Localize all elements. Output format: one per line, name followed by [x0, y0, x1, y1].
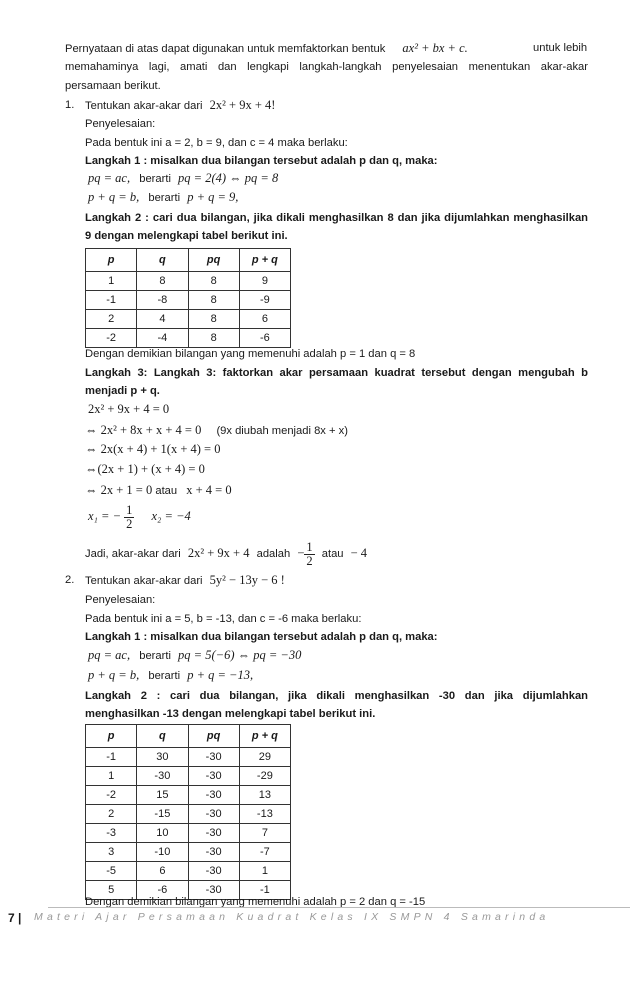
- table-cell: 8: [188, 329, 239, 348]
- problem-2-number: 2.: [65, 574, 75, 586]
- table-row: [86, 786, 291, 805]
- table-header-p-plus-q: p + q: [239, 249, 290, 272]
- problem-2-table: [85, 724, 291, 900]
- eq-p-plus-q-value: p + q = −13,: [187, 668, 254, 682]
- table-cell: 13: [239, 786, 290, 805]
- problem-1-step-3-b: menjadi p + q.: [85, 385, 160, 397]
- problem-2-task: [85, 572, 285, 589]
- table-cell: 1: [86, 767, 137, 786]
- table-cell: 1: [86, 272, 137, 291]
- table-cell: 8: [188, 272, 239, 291]
- table-cell: 5: [86, 881, 137, 900]
- final-numerator: 1: [306, 539, 313, 554]
- berarti-text: berarti: [148, 670, 181, 682]
- table-cell: 30: [137, 748, 188, 767]
- table-row: [86, 862, 291, 881]
- table-cell: -13: [239, 805, 290, 824]
- table-row: [86, 748, 291, 767]
- table-cell: -6: [137, 881, 188, 900]
- table-cell: 29: [239, 748, 290, 767]
- final-text-c: atau: [321, 548, 344, 560]
- eq-p-plus-q-b: p + q = b,: [88, 190, 140, 204]
- root-x2: x₂ = −4: [151, 509, 191, 523]
- table-row: [86, 329, 291, 348]
- problem-1-number: 1.: [65, 99, 75, 111]
- eq-pq-ac: pq = ac,: [88, 648, 131, 662]
- page-footer: [8, 907, 630, 931]
- table-cell: -6: [239, 329, 290, 348]
- problem-1-eq-sum: [88, 189, 238, 206]
- table-cell: -30: [188, 748, 239, 767]
- table-cell: -1: [86, 748, 137, 767]
- table-row: [86, 291, 291, 310]
- table-cell: 2: [86, 310, 137, 329]
- table-cell: -2: [86, 786, 137, 805]
- intro-text-a: Pernyataan di atas dapat digunakan untuk memfaktorkan bentuk: [65, 43, 386, 55]
- table-header-pq: pq: [188, 725, 239, 748]
- table-cell: 8: [137, 272, 188, 291]
- table-cell: -29: [239, 767, 290, 786]
- problem-1-conclusion: Dengan demikian bilangan yang memenuhi adalah p = 1 dan q = 8: [85, 348, 416, 360]
- table-cell: -30: [188, 862, 239, 881]
- table-cell: -10: [137, 843, 188, 862]
- final-fraction: [304, 541, 314, 568]
- table-cell: -30: [188, 843, 239, 862]
- intro-text-b: untuk lebih: [533, 42, 588, 54]
- problem-1-task: [85, 97, 275, 114]
- problem-2-step-2-a: Langkah 2 : cari dua bilangan, jika dikali menghasilkan -30 dan jika dijumlahkan: [85, 690, 588, 702]
- factor-eq-5a: ⇔ 2x + 1 = 0: [85, 483, 153, 497]
- problem-2-solution-label: Penyelesaian:: [85, 594, 156, 606]
- eq-pq-value: pq = 5(−6) ⇔ pq = −30: [178, 648, 302, 662]
- intro-formula: ax² + bx + c.: [402, 41, 468, 55]
- table-cell: -30: [188, 881, 239, 900]
- table-header-row: [86, 725, 291, 748]
- table-cell: 8: [188, 310, 239, 329]
- table-header-q: q: [137, 249, 188, 272]
- table-row: [86, 310, 291, 329]
- problem-1-task-text: Tentukan akar-akar dari: [85, 100, 203, 112]
- problem-1-task-eq: 2x² + 9x + 4!: [209, 98, 276, 112]
- table-row: [86, 843, 291, 862]
- intro-line-2: memahaminya lagi, amati dan lengkapi langkah-langkah penyelesaian menentukan akar-akar: [65, 61, 588, 73]
- table-cell: -3: [86, 824, 137, 843]
- table-cell: 10: [137, 824, 188, 843]
- intro-line-3: persamaan berikut.: [65, 80, 161, 92]
- factor-eq-1: 2x² + 9x + 4 = 0: [88, 402, 170, 416]
- table-header-p: p: [86, 725, 137, 748]
- problem-2-task-eq: 5y² − 13y − 6 !: [209, 573, 285, 587]
- table-cell: 6: [239, 310, 290, 329]
- table-cell: 3: [86, 843, 137, 862]
- problem-2-task-text: Tentukan akar-akar dari: [85, 575, 203, 587]
- factor-eq-2: ⇔ 2x² + 8x + x + 4 = 0: [85, 423, 202, 437]
- table-cell: -30: [188, 786, 239, 805]
- factor-eq-5-line: [85, 482, 232, 499]
- atau-text: atau: [155, 485, 178, 497]
- footer-divider: [48, 907, 630, 908]
- factor-eq-4: ⇔(2x + 1) + (x + 4) = 0: [85, 462, 205, 476]
- roots-line: [88, 498, 191, 535]
- problem-1-given: Pada bentuk ini a = 2, b = 9, dan c = 4 maka berlaku:: [85, 137, 348, 149]
- problem-2-eq-sum: [88, 667, 253, 684]
- eq-p-plus-q-value: p + q = 9,: [187, 190, 239, 204]
- berarti-text: berarti: [148, 192, 181, 204]
- table-cell: 1: [239, 862, 290, 881]
- problem-1-step-2-a: Langkah 2 : cari dua bilangan, jika dikali menghasilkan 8 dan jika dijumlahkan menghasilkan: [85, 212, 588, 224]
- table-header-p-plus-q: p + q: [239, 725, 290, 748]
- problem-1-final: Jadi, akar-akar dari 2x² + 9x + 4 adalah − $\frac{1}{2}$ atau − 4: [85, 539, 368, 568]
- factor-eq-2-note: (9x diubah menjadi 8x + x): [216, 425, 348, 437]
- berarti-text: berarti: [139, 173, 171, 185]
- table-header-p: p: [86, 249, 137, 272]
- final-text-a: Jadi, akar-akar dari: [85, 548, 181, 560]
- eq-p-plus-q-b: p + q = b,: [88, 668, 140, 682]
- table-row: [86, 272, 291, 291]
- table-header-q: q: [137, 725, 188, 748]
- problem-2-conclusion: Dengan demikian bilangan yang memenuhi adalah p = 2 dan q = -15: [85, 896, 426, 908]
- footer-title: Materi Ajar Persamaan Kuadrat Kelas IX SMPN 4 Samarinda: [34, 911, 550, 923]
- table-cell: -4: [137, 329, 188, 348]
- final-denominator: 2: [306, 553, 313, 568]
- problem-2-eq-pq: [88, 647, 301, 664]
- root-x1-denominator: 2: [126, 516, 133, 531]
- table-cell: -5: [86, 862, 137, 881]
- eq-pq-value: pq = 2(4) ⇔ pq = 8: [178, 171, 279, 185]
- table-cell: 6: [137, 862, 188, 881]
- final-eq: 2x² + 9x + 4: [187, 546, 250, 560]
- footer-page-number: 7 |: [8, 911, 22, 925]
- problem-1-table: [85, 248, 291, 348]
- eq-pq-ac: pq = ac,: [88, 171, 131, 185]
- table-cell: -8: [137, 291, 188, 310]
- table-cell: 4: [137, 310, 188, 329]
- problem-1-step-1: Langkah 1 : misalkan dua bilangan tersebut adalah p dan q, maka:: [85, 155, 438, 167]
- table-cell: 8: [188, 291, 239, 310]
- table-cell: -30: [137, 767, 188, 786]
- factor-eq-5b: x + 4 = 0: [186, 483, 232, 497]
- table-cell: -1: [239, 881, 290, 900]
- problem-1-eq-pq: [88, 170, 278, 187]
- final-text-b: adalah: [256, 548, 291, 560]
- final-root-2: − 4: [350, 546, 368, 560]
- table-header-row: [86, 249, 291, 272]
- table-cell: -1: [86, 291, 137, 310]
- table-cell: -30: [188, 824, 239, 843]
- berarti-text: berarti: [139, 650, 171, 662]
- table-header-pq: pq: [188, 249, 239, 272]
- table-cell: 7: [239, 824, 290, 843]
- problem-1-step-2-b: 9 dengan melengkapi tabel berikut ini.: [85, 230, 288, 242]
- factor-eq-2-line: [85, 422, 348, 439]
- table-cell: 15: [137, 786, 188, 805]
- problem-2-step-2-b: menghasilkan -13 dengan melengkapi tabel berikut ini.: [85, 708, 376, 720]
- table-cell: 9: [239, 272, 290, 291]
- root-x1-label: x₁ = −: [88, 509, 122, 523]
- table-row: [86, 824, 291, 843]
- problem-1-step-3-a: Langkah 3: Langkah 3: faktorkan akar persamaan kuadrat tersebut dengan mengubah b: [85, 367, 588, 379]
- problem-2-given: Pada bentuk ini a = 5, b = -13, dan c = -6 maka berlaku:: [85, 613, 362, 625]
- problem-1-solution-label: Penyelesaian:: [85, 118, 156, 130]
- table-row: [86, 767, 291, 786]
- table-cell: -30: [188, 767, 239, 786]
- table-cell: -30: [188, 805, 239, 824]
- root-x1-fraction: [124, 504, 134, 531]
- table-cell: -15: [137, 805, 188, 824]
- factor-eq-3: ⇔ 2x(x + 4) + 1(x + 4) = 0: [85, 442, 221, 456]
- table-row: [86, 805, 291, 824]
- table-cell: 2: [86, 805, 137, 824]
- table-cell: -2: [86, 329, 137, 348]
- table-cell: -7: [239, 843, 290, 862]
- intro-line-1: [65, 40, 468, 57]
- root-x1-numerator: 1: [126, 502, 133, 517]
- table-cell: -9: [239, 291, 290, 310]
- problem-2-step-1: Langkah 1 : misalkan dua bilangan tersebut adalah p dan q, maka:: [85, 631, 438, 643]
